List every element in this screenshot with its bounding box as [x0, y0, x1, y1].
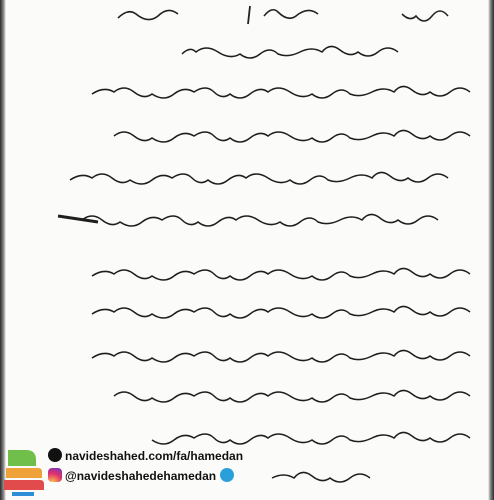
source-watermark	[0, 430, 494, 500]
telegram-icon	[220, 468, 234, 482]
handwritten-line-5	[18, 208, 476, 230]
handwritten-line-7	[18, 300, 476, 322]
handwritten-line-6	[18, 262, 476, 284]
handwritten-line-8	[18, 344, 476, 366]
handwritten-line-4	[18, 166, 476, 188]
watermark-handle[interactable]: @navideshahedehamedan	[48, 468, 234, 483]
website-icon	[48, 448, 62, 462]
instagram-icon	[48, 468, 62, 482]
left-scan-edge	[0, 0, 6, 500]
handwritten-line-2	[18, 80, 476, 102]
watermark-website[interactable]: navideshahed.com/fa/hamedan	[48, 448, 243, 463]
navideshahed-logo	[2, 446, 46, 498]
handwritten-header	[18, 2, 476, 28]
right-scan-edge	[488, 0, 494, 500]
handwritten-line-3	[18, 124, 476, 146]
handwritten-line-1	[18, 40, 476, 62]
handwritten-line-9	[18, 384, 476, 406]
